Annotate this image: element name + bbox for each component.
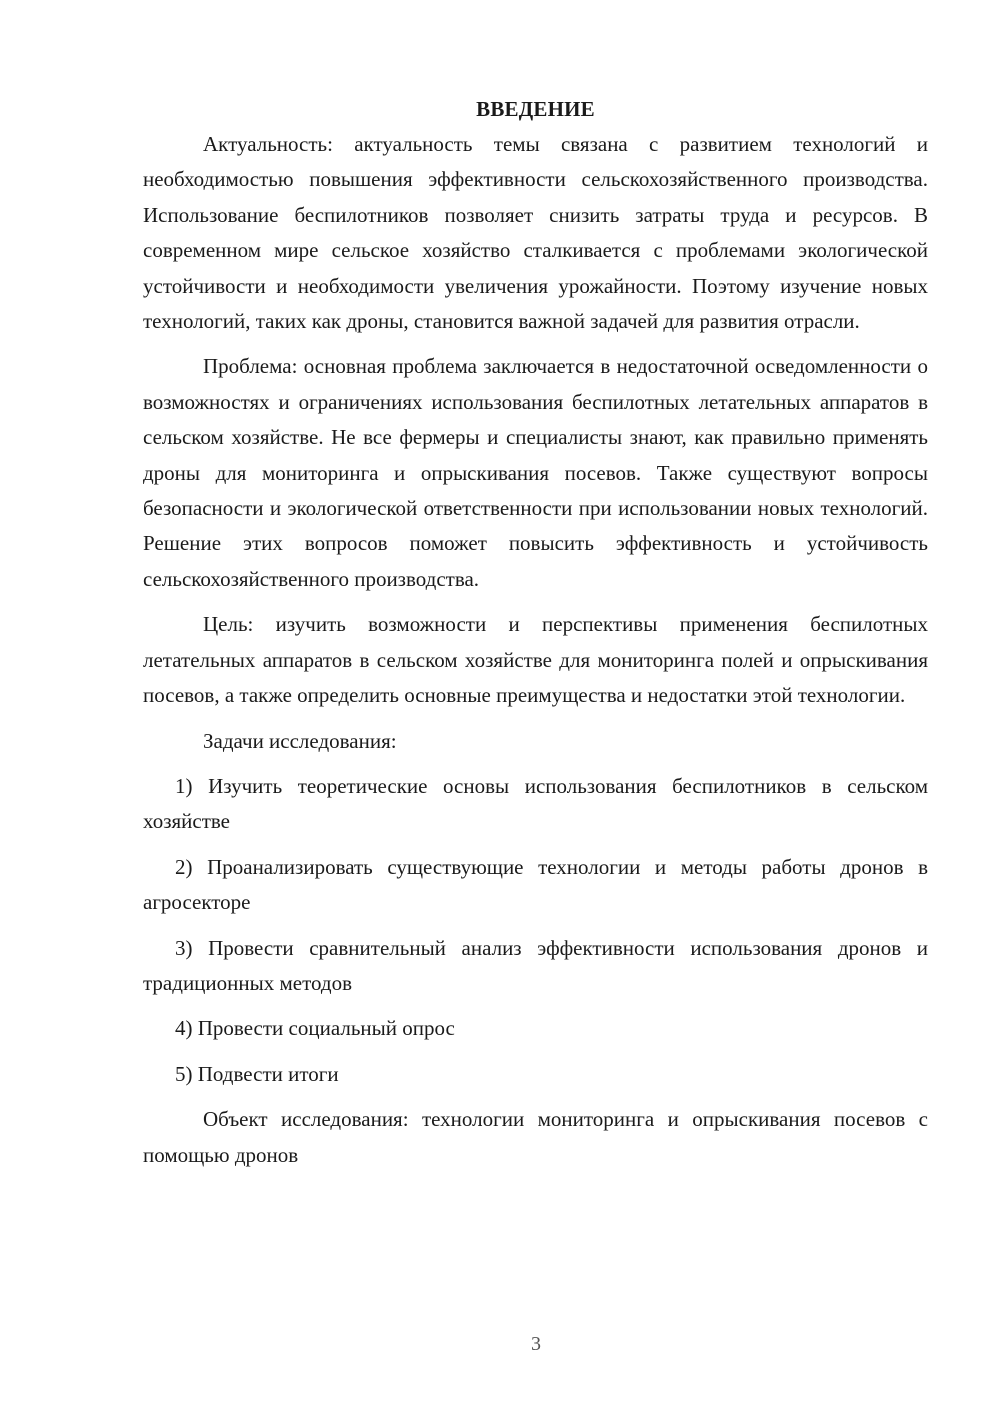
- page-title: ВВЕДЕНИЕ: [476, 97, 595, 121]
- task-item-2: 2) Проанализировать существующие технологии и методы работы дронов в агросекторе: [143, 854, 928, 915]
- task-item-1: 1) Изучить теоретические основы использования беспилотников в сельском хозяйстве: [143, 773, 928, 834]
- page-number: 3: [531, 1333, 541, 1355]
- object-paragraph: Объект исследования: технологии мониторинга и опрыскивания посевов с помощью дронов: [143, 1107, 928, 1167]
- goal-paragraph: Цель: изучить возможности и перспективы применения беспилотных летательных аппаратов в сельском хозяйстве для мониторинга полей и опрыскивания посевов, а также определить основные преимущества и недостатки этой технологии.: [143, 612, 928, 708]
- task-item-4: 4) Провести социальный опрос: [175, 1016, 455, 1041]
- problem-paragraph: Проблема: основная проблема заключается в недостаточной осведомленности о возможностях и ограничениях использования беспилотных летательных аппаратов в сельском хозяйстве. Не все фермеры и специалисты знают, как правильно применять дроны для мониторинга и опрыскивания посевов. Также существуют вопросы безопасности и экологической ответственности при использовании новых технологий. Решение этих вопросов поможет повысить эффективность и устойчивость сельскохозяйственного производства.: [143, 354, 928, 591]
- document-page: [143, 92, 928, 1183]
- task-item-5: 5) Подвести итоги: [175, 1061, 339, 1086]
- tasks-heading: Задачи исследования:: [203, 728, 397, 753]
- task-item-3: 3) Провести сравнительный анализ эффективности использования дронов и традиционных методов: [143, 935, 928, 995]
- relevance-paragraph: Актуальность: актуальность темы связана с развитием технологий и необходимостью повышения эффективности сельскохозяйственного производства. Использование беспилотников позволяет снизить затраты труда и ресурсов. В современном мире сельское хозяйство сталкивается с проблемами экологической устойчивости и необходимости увеличения урожайности. Поэтому изучение новых технологий, таких как дроны, становится важной задачей для развития отрасли.: [143, 132, 928, 334]
